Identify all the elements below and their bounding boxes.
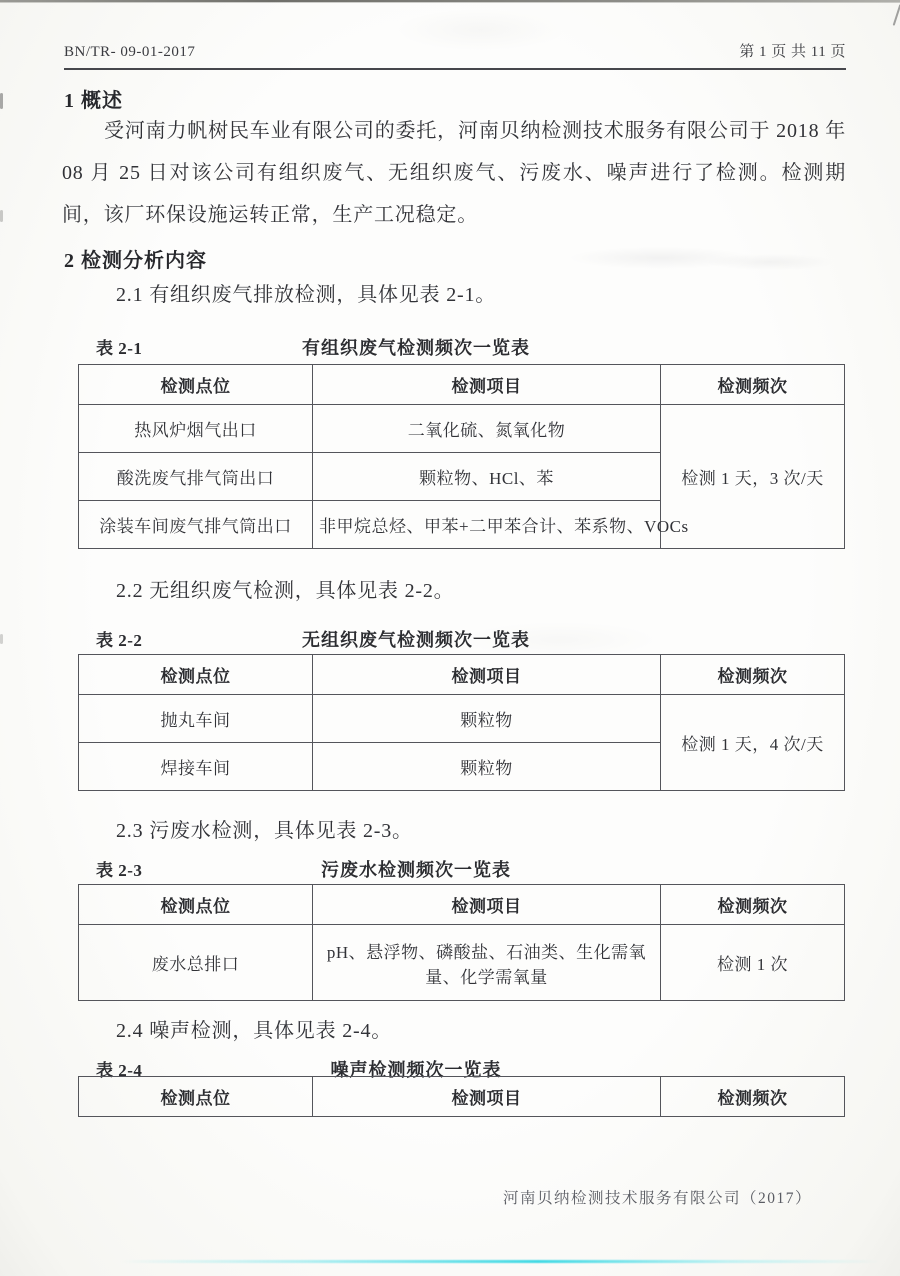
table-title: 污废水检测频次一览表 [321, 860, 511, 880]
analysis-item-wastewater: 2.3 污废水检测，具体见表 2-3。 [116, 820, 413, 842]
cell-point: 涂装车间废气排气筒出口 [79, 501, 313, 549]
table-caption-2-3 [78, 856, 844, 882]
table-title: 有组织废气检测频次一览表 [302, 338, 530, 358]
table-header-row [79, 1077, 845, 1117]
table-row [79, 925, 845, 1001]
header-cell-frequency: 检测频次 [661, 1077, 845, 1117]
table-title: 噪声检测频次一览表 [330, 1060, 502, 1080]
table-label: 表 2-3 [96, 861, 143, 880]
scan-artifact-edge-mark [0, 93, 3, 109]
header-cell-point: 检测点位 [79, 365, 313, 405]
cell-point: 焊接车间 [79, 743, 313, 791]
header-cell-frequency: 检测频次 [661, 365, 845, 405]
header-cell-items: 检测项目 [313, 655, 661, 695]
table-row [79, 405, 845, 453]
scan-artifact-edge-mark [0, 210, 3, 222]
page-footer [503, 1186, 812, 1208]
cell-items: 颗粒物 [313, 743, 661, 791]
analysis-item-fugitive-gas: 2.2 无组织废气检测，具体见表 2-2。 [116, 580, 455, 602]
section-heading-analysis: 2 检测分析内容 [64, 250, 207, 272]
cell-frequency: 检测 1 天，3 次/天 [661, 405, 845, 549]
overview-paragraph: 受河南力帆树民车业有限公司的委托，河南贝纳检测技术服务有限公司于 2018 年 08 月 25 日对该公司有组织废气、无组织废气、污废水、噪声进行了检测。检测期间，该厂环保设施运转正常，生产工况稳定。 [62, 120, 846, 226]
table-label: 表 2-4 [96, 1061, 143, 1080]
cell-items: 非甲烷总烃、甲苯+二甲苯合计、苯系物、VOCs [313, 501, 661, 549]
table-caption-2-1 [78, 334, 844, 360]
table-noise [78, 1076, 845, 1117]
table-label: 表 2-1 [96, 339, 143, 358]
cell-point: 热风炉烟气出口 [79, 405, 313, 453]
table-fugitive-waste-gas [78, 654, 845, 791]
table-row [79, 695, 845, 743]
scan-artifact-edge-mark [0, 634, 3, 644]
cell-point: 抛丸车间 [79, 695, 313, 743]
company-name: 河南贝纳检测技术服务有限公司（2017） [502, 1190, 812, 1207]
table-wastewater [78, 884, 845, 1001]
header-cell-items: 检测项目 [313, 365, 661, 405]
cell-items: 二氧化硫、氮氧化物 [313, 405, 661, 453]
analysis-item-noise: 2.4 噪声检测，具体见表 2-4。 [116, 1020, 393, 1042]
header-cell-items: 检测项目 [313, 1077, 661, 1117]
table-label: 表 2-2 [96, 631, 143, 650]
table-organized-waste-gas [78, 364, 845, 549]
table-header-row [79, 365, 845, 405]
table-title: 无组织废气检测频次一览表 [302, 630, 530, 650]
page-number-indicator: 第 1 页 共 11 页 [739, 44, 846, 60]
scan-artifact-corner-mark [893, 4, 900, 26]
cell-point: 酸洗废气排气筒出口 [79, 453, 313, 501]
document-number: BN/TR- 09-01-2017 [64, 44, 196, 60]
scan-artifact-cyan-streak [120, 1260, 880, 1263]
cell-frequency: 检测 1 次 [661, 925, 845, 1001]
scan-artifact-top-edge-soft [0, 2, 900, 3]
header-cell-point: 检测点位 [79, 1077, 313, 1117]
section-heading-overview: 1 概述 [64, 90, 123, 112]
header-cell-point: 检测点位 [79, 655, 313, 695]
page-header [64, 40, 846, 70]
cell-items: pH、悬浮物、磷酸盐、石油类、生化需氧量、化学需氧量 [313, 925, 661, 1001]
header-cell-point: 检测点位 [79, 885, 313, 925]
header-cell-frequency: 检测频次 [661, 885, 845, 925]
table-caption-2-2 [78, 626, 844, 652]
analysis-item-organized-gas: 2.1 有组织废气排放检测，具体见表 2-1。 [116, 284, 497, 306]
table-header-row [79, 885, 845, 925]
header-cell-items: 检测项目 [313, 885, 661, 925]
table-header-row [79, 655, 845, 695]
header-cell-frequency: 检测频次 [661, 655, 845, 695]
cell-items: 颗粒物 [313, 695, 661, 743]
cell-point: 废水总排口 [79, 925, 313, 1001]
cell-items: 颗粒物、HCl、苯 [313, 453, 661, 501]
cell-frequency: 检测 1 天，4 次/天 [661, 695, 845, 791]
